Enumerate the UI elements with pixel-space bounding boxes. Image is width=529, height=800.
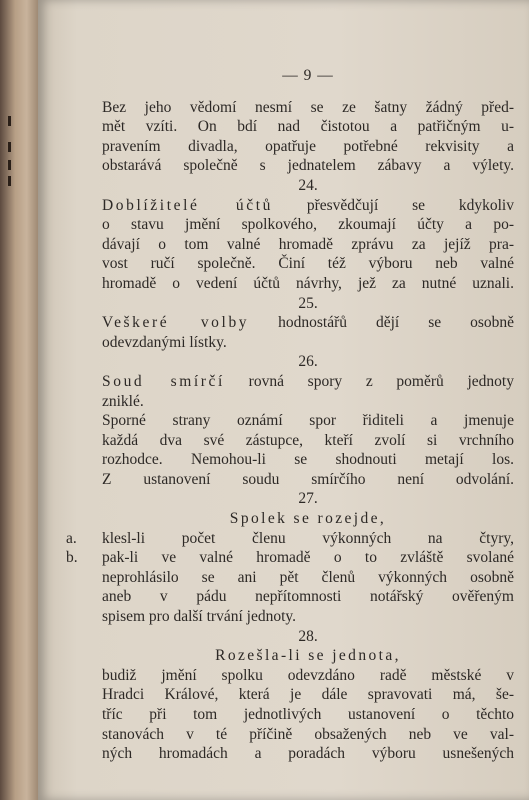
text-line: spisem pro další trvání jednoty.	[102, 608, 297, 626]
spine-mark	[8, 142, 11, 152]
text-line: neprohlásilo se ani pět členů výkonných osobně	[102, 568, 514, 586]
list-item-text: pak-li ve valné hromadě o to zvláště svolané	[102, 549, 514, 567]
text-run: přesvědčují se kdykoliv	[273, 196, 514, 214]
text-line: dávají o tom valné hromadě zprávu za jejíž pra-	[102, 235, 514, 253]
section-number: 25.	[298, 294, 318, 312]
text-line: vost ručí společně. Činí též výboru neb valné	[102, 255, 514, 273]
section-lead: Doblížitelé účtů	[102, 196, 273, 214]
list-item	[66, 548, 514, 568]
text-line: tříc při tom jednotlivých ustanovení o těchto	[102, 706, 514, 723]
list-item	[66, 529, 514, 549]
spine-mark	[8, 176, 11, 186]
section-number: 27.	[298, 490, 318, 508]
text-line: ných hromadách a poradách výboru usnešených	[102, 745, 514, 763]
section-lead: Veškeré volby	[102, 314, 250, 332]
text-line: budiž jmění spolku odevzdáno radě městské v	[102, 666, 514, 684]
spine-mark	[8, 116, 11, 126]
text-line: Sporné strany oznámí spor řiditeli a jmenuje	[102, 412, 514, 430]
text-line: aneb v pádu nepřítomnosti notářský ověřeným	[102, 588, 514, 606]
book-page	[38, 0, 529, 800]
text-line: zniklé.	[102, 392, 144, 410]
text-line: o stavu jmění spolkového, zkoumají účty a po-	[102, 216, 514, 234]
text-line: hromadě o vedení účtů návrhy, jež za nutné uznali.	[102, 274, 514, 292]
list-item-label: a.	[66, 529, 77, 547]
spine-mark	[8, 160, 11, 170]
text-line: mět vzíti. On bdí nad čistotou a patřičným u-	[102, 118, 514, 136]
section-number: 28.	[298, 627, 318, 645]
text-line: pravením divadla, opatřuje potřebné rekvisity a	[102, 137, 514, 155]
page-number: — 9 —	[282, 67, 334, 84]
section-number: 26.	[298, 353, 318, 371]
page-text	[66, 66, 514, 764]
section-heading: Spolek se rozejde,	[229, 510, 387, 528]
text-run: rovná spory z poměrů jednoty	[224, 372, 514, 390]
book-spine	[0, 0, 38, 800]
text-line: obstarává společně s jednatelem zábavy a výlety.	[102, 157, 514, 175]
text-line: každá dva své zástupce, kteří zvolí si vrchního	[102, 431, 514, 449]
list-item-text: klesl-li počet členu výkonných na čtyry,	[102, 529, 514, 547]
text-line: Hradci Králové, která je dále spravovati má, še-	[102, 686, 514, 704]
text-line: stanovách v té příčině obsažených neb ve val-	[102, 725, 514, 743]
text-line	[102, 313, 514, 333]
section-number: 24.	[298, 176, 318, 194]
text-line	[102, 372, 514, 392]
text-line	[102, 196, 514, 216]
section-lead: Soud smírčí	[102, 372, 225, 390]
text-line: Bez jeho vědomí nesmí se ze šatny žádný před-	[102, 98, 514, 116]
text-line: rozhodce. Nemohou-li se shodnouti metají los.	[102, 451, 514, 469]
section-heading: Rozešla-li se jednota,	[215, 647, 401, 665]
list-item-label: b.	[66, 549, 78, 567]
text-run: hodnostářů dějí se osobně	[249, 314, 514, 332]
text-line: Z ustanovení soudu smírčího není odvolání.	[102, 470, 514, 488]
text-line: odevzdanými lístky.	[102, 333, 227, 351]
